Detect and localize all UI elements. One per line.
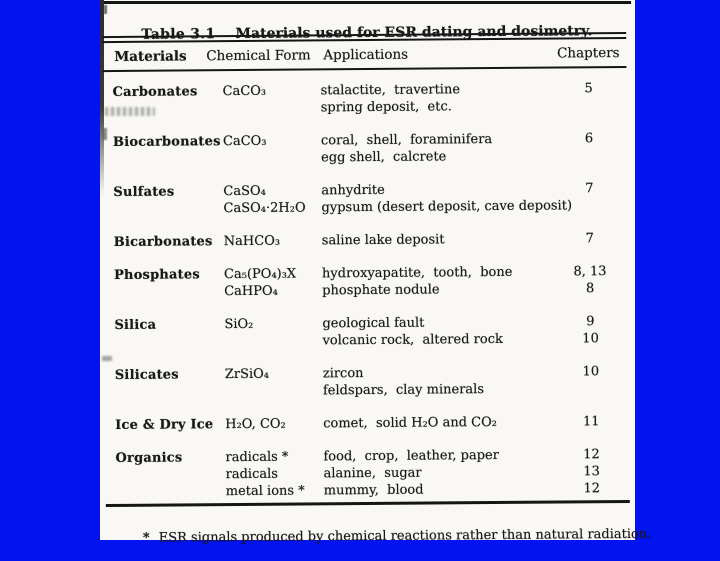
cell-chemical-form [225,365,323,400]
cell-chemical-form [224,232,322,250]
cell-chemical-form [224,315,322,350]
cell-applications [322,264,555,300]
column-header-chapters: Chapters [556,45,620,62]
cell-applications-line: feldspars, clay minerals [322,382,485,399]
cell-applications [321,131,554,167]
cell-applications [323,364,556,400]
cell-chapters-line: 5 [584,81,593,97]
cell-chapters-line: 12 [583,481,601,497]
cell-material: Silicates [114,367,179,383]
cell-chapters-line: 10 [582,364,600,380]
cell-chapters [554,180,624,215]
table-row [101,446,636,501]
header-rule [102,66,626,72]
cell-chemical-form [225,415,323,433]
cell-chemical-form-line: radicals [225,466,278,483]
table-row [99,80,634,118]
footnote-text: ESR signals produced by chemical reactions rather than natural radiation. [158,526,652,546]
footnote [102,511,652,560]
cell-chapters-line: 8 [585,281,595,297]
cell-applications-line: geological fault [322,315,425,332]
table-row [101,363,636,401]
cell-material: Silica [114,317,157,333]
cell-applications-line: hydroxyapatite, tooth, bone [321,264,513,282]
cell-material: Bicarbonates [113,234,213,250]
cell-chemical-form-line: radicals * [225,449,289,466]
cell-applications [321,81,554,117]
cell-chapters [554,80,624,115]
cell-chapters [556,363,626,398]
cell-chemical-form-line: H₂O, CO₂ [225,416,286,433]
cell-material: Biocarbonates [112,134,221,150]
cell-applications [323,447,556,500]
cell-applications-line: saline lake deposit [321,232,445,249]
cell-chapters-line: 7 [585,181,594,197]
cell-material: Organics [115,450,183,466]
cell-chemical-form-line: NaHCO₃ [223,233,281,250]
cell-applications-line: comet, solid H₂O and CO₂ [323,414,498,432]
cell-applications-line: alanine, sugar [323,465,422,482]
cell-chapters-line: 12 [583,447,600,463]
column-header-materials: Materials [114,48,187,65]
cell-chemical-form-line: SiO₂ [224,316,254,333]
cell-chapters-line: 13 [583,464,600,480]
cell-chemical-form-line: CaCO₃ [222,133,267,150]
cell-chapters-line: 6 [584,131,594,147]
table-caption: Materials used for ESR dating and dosimetry. [235,23,593,43]
cell-chemical-form-line: CaSO₄ [223,183,266,200]
cell-chemical-form-line: Ca₅(PO₄)₃X [223,266,297,283]
cell-chemical-form-line: metal ions * [225,483,305,500]
column-header-applications: Applications [323,46,409,64]
cell-chemical-form [223,182,321,217]
cell-chapters-line: 9 [586,314,595,330]
cell-applications [322,231,555,250]
cell-applications-line: food, crop, leather, paper [323,447,499,465]
cell-material: Ice & Dry Ice [115,417,214,433]
cell-chapters [556,413,626,431]
cell-material: Phosphates [113,267,200,283]
table-row [101,413,636,434]
cell-chemical-form [225,448,323,500]
cell-chemical-form-line: CaCO₃ [222,83,267,100]
cell-applications-line: volcanic rock, altered rock [322,331,503,349]
table-header-row [98,45,633,66]
footnote-marker: * [142,530,150,546]
cell-material: Carbonates [112,84,198,100]
table-row [100,263,635,301]
cell-chapters-line: 11 [582,414,600,430]
cell-chemical-form [223,132,321,167]
footer-rule [106,500,630,507]
cell-applications-line: mummy, blood [323,482,424,499]
table-number: Table 3.1 [141,26,216,43]
cell-applications [322,314,555,350]
table-body [99,80,637,501]
table-row [100,230,635,251]
cell-chemical-form-line: CaSO₄·2H₂O [223,200,306,217]
cell-chemical-form-line: CaHPO₄ [224,283,278,300]
cell-applications-line: anhydrite [321,182,385,199]
cell-chapters [556,446,626,498]
cell-applications-line: coral, shell, foraminifera [320,132,493,149]
cell-chapters [555,313,625,348]
cell-applications-line: egg shell, calcrete [321,149,447,166]
cell-chemical-form [223,82,321,117]
cell-applications-line: zircon [322,366,364,382]
table-content [98,0,652,546]
table-row [99,130,634,168]
cell-chapters [554,130,624,165]
cell-chapters-line: 7 [585,231,594,247]
cell-chapters-line: 10 [582,331,599,347]
column-header-chemical-form: Chemical Form [206,47,311,65]
cell-applications-line: spring deposit, etc. [320,99,452,116]
table-row [100,313,635,351]
cell-chemical-form [224,265,322,300]
cell-applications [323,414,556,433]
cell-applications-line: gypsum (desert deposit, cave deposit) [321,198,573,216]
table-title [98,7,633,43]
cell-chemical-form-line: ZrSiO₄ [224,366,270,383]
scanned-table-page [100,0,652,546]
cell-applications-line: stalactite, travertine [320,82,461,99]
cell-chapters [555,230,625,248]
cell-chapters-line: 8, 13 [573,264,607,280]
table-row [99,180,634,218]
cell-material: Sulfates [113,184,175,200]
cell-applications-line: phosphate nodule [322,282,440,299]
cell-chapters [555,263,625,298]
cell-applications [321,181,573,217]
